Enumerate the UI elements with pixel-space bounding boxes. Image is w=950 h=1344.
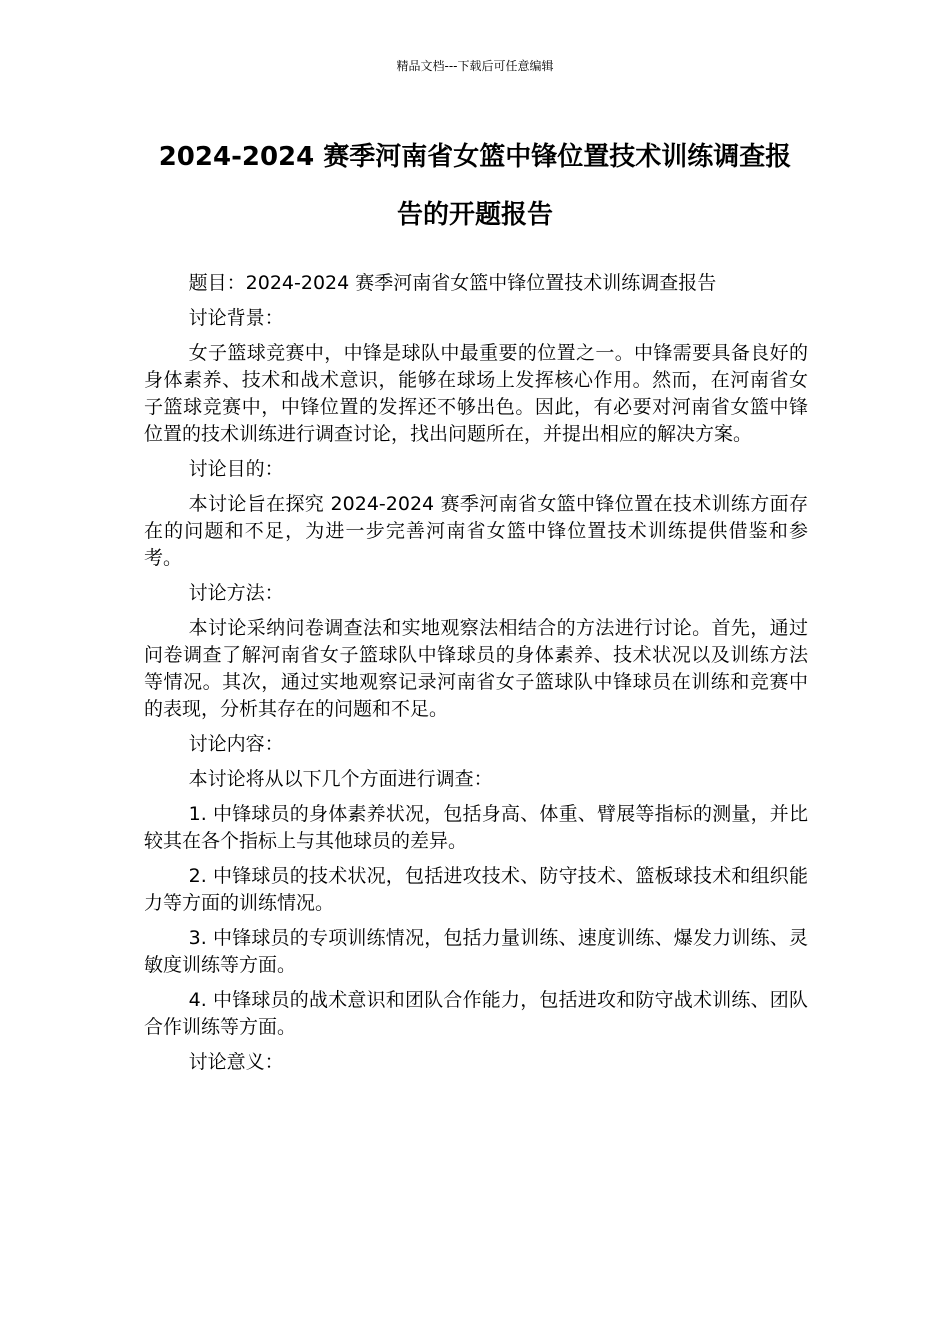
section-heading-background: 讨论背景： (188, 307, 284, 329)
title-line-2: 告的开题报告 (396, 200, 553, 230)
content-intro-paragraph: 本讨论将从以下几个方面进行调查： (188, 768, 493, 790)
section-heading-purpose: 讨论目的： (188, 458, 284, 480)
list-item: 2. 中锋球员的技术状况，包括进攻技术、防守技术、篮板球技术和组织能力等方面的训练情况。 (144, 865, 808, 914)
header-note: 精品文档---下载后可任意编辑 (396, 59, 554, 73)
background-paragraph: 女子篮球竞赛中，中锋是球队中最重要的位置之一。中锋需要具备良好的身体素养、技术和战术意识，能够在球场上发挥核心作用。然而，在河南省女子篮球竞赛中，中锋位置的发挥还不够出色。因此，有必要对河南省女篮中锋位置的技术训练进行调查讨论，找出问题所在，并提出相应的解决方案。 (144, 342, 808, 445)
section-heading-content: 讨论内容： (188, 733, 284, 755)
section-heading-significance: 讨论意义： (188, 1051, 284, 1073)
topic-paragraph: 题目：2024-2024 赛季河南省女篮中锋位置技术训练调查报告 (188, 272, 717, 294)
list-item: 3. 中锋球员的专项训练情况，包括力量训练、速度训练、爆发力训练、灵敏度训练等方面。 (144, 927, 808, 976)
method-paragraph: 本讨论采纳问卷调查法和实地观察法相结合的方法进行讨论。首先，通过问卷调查了解河南省女子篮球队中锋球员的身体素养、技术状况以及训练方法等情况。其次，通过实地观察记录河南省女子篮球队中锋球员在训练和竞赛中的表现，分析其存在的问题和不足。 (144, 617, 808, 720)
document-title (138, 128, 812, 244)
list-item: 4. 中锋球员的战术意识和团队合作能力，包括进攻和防守战术训练、团队合作训练等方面。 (144, 989, 808, 1038)
section-heading-method: 讨论方法： (188, 582, 284, 604)
purpose-paragraph: 本讨论旨在探究 2024-2024 赛季河南省女篮中锋位置在技术训练方面存在的问题和不足，为进一步完善河南省女篮中锋位置技术训练提供借鉴和参考。 (144, 493, 808, 569)
document-body (144, 270, 808, 1084)
title-line-1: 2024-2024 赛季河南省女篮中锋位置技术训练调查报 (158, 142, 792, 172)
list-item: 1. 中锋球员的身体素养状况，包括身高、体重、臂展等指标的测量，并比较其在各个指标上与其他球员的差异。 (144, 803, 808, 852)
